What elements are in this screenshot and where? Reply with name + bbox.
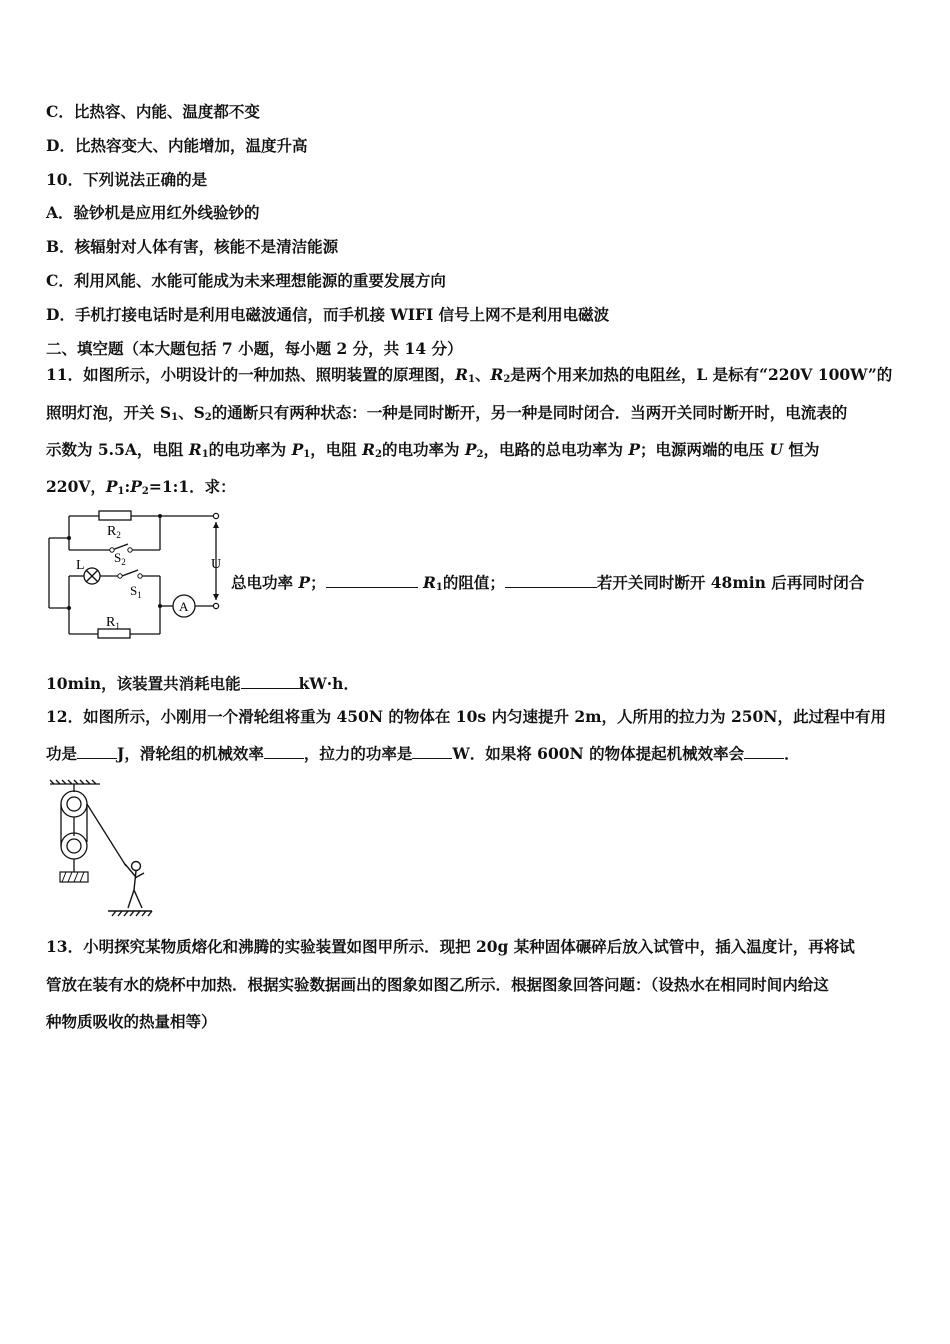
q11-line-4: 220V，$P_1:P_2=1:1$．求： [46,477,236,497]
svg-text:R1: $R_1$ [106,615,120,631]
blank-r1-resistance[interactable] [505,573,597,588]
section-2-heading: 二、填空题（本大题包括 7 小题，每小题 2 分，共 14 分） [46,339,463,358]
blank-power[interactable] [412,744,452,759]
q13-line-2: 管放在装有水的烧杯中加热．根据实验数据画出的图象如图乙所示．根据图象回答问题：（设热水在相同时间内给这 [46,975,829,994]
q10-option-d: D．手机打接电话时是利用电磁波通信，而手机接 WIFI 信号上网不是利用电磁波 [46,305,610,324]
svg-text:R2: $R_2$ [107,524,121,540]
q11-line-2: 照明灯泡，开关 $S_1$、$S_2$的通断只有两种状态：一种是同时断开，另一种是同时闭合．当两开关同时断开时，电流表的 [46,403,848,423]
q11-line-1: 11．如图所示，小明设计的一种加热、照明装置的原理图，$R_1$、$R_2$是两个用来加热的电阻丝，L 是标有“220V 100W”的 [46,365,893,385]
q10-option-b: B．核辐射对人体有害，核能不是清洁能源 [46,237,339,256]
q10-stem: 10．下列说法正确的是 [46,170,208,189]
svg-text:L: L [76,558,85,573]
q10-option-a: A．验钞机是应用红外线验钞的 [46,203,260,222]
q13-line-1: 13．小明探究某物质熔化和沸腾的实验装置如图甲所示．现把 20g 某种固体碾碎后放入试管中，插入温度计，再将试 [46,937,855,956]
q12-line-2: 功是 J，滑轮组的机械效率 ，拉力的功率是 W．如果将 600N 的物体提起机械效率会 ． [46,744,800,763]
q9-option-c: C．比热容、内能、温度都不变 [46,102,260,121]
q11-line-3: 示数为 5.5A，电阻 $R_1$的电功率为 $P_1$，电阻 $R_2$的电功率为 $P_2$，电路的总电功率为 P；电源两端的电压 U 恒为 [46,440,820,460]
circuit-diagram [44,508,234,642]
q12-line-1: 12．如图所示，小刚用一个滑轮组将重为 450N 的物体在 10s 内匀速提升 2m，人所用的拉力为 250N，此过程中有用 [46,707,886,726]
q11-answer-line: 总电功率 P； $R_1$的阻值； 若开关同时断开 48min 后再同时闭合 [231,573,865,593]
q10-option-c: C．利用风能、水能可能成为未来理想能源的重要发展方向 [46,271,446,290]
svg-text:A: A [179,599,189,614]
svg-text:U: U [211,557,222,572]
blank-useful-work[interactable] [77,744,117,759]
svg-text:S1: $S_1$ [130,583,142,600]
blank-efficiency[interactable] [264,744,304,759]
blank-efficiency-change[interactable] [744,744,784,759]
q11-line-6: 10min，该装置共消耗电能 kW·h． [46,674,359,693]
q13-line-3: 种物质吸收的热量相等） [46,1012,217,1031]
svg-text:S2: $S_2$ [114,550,126,567]
blank-energy[interactable] [241,674,299,689]
q9-option-d: D．比热容变大、内能增加，温度升高 [46,136,308,155]
pulley-diagram [46,778,156,918]
blank-total-power[interactable] [326,573,418,588]
